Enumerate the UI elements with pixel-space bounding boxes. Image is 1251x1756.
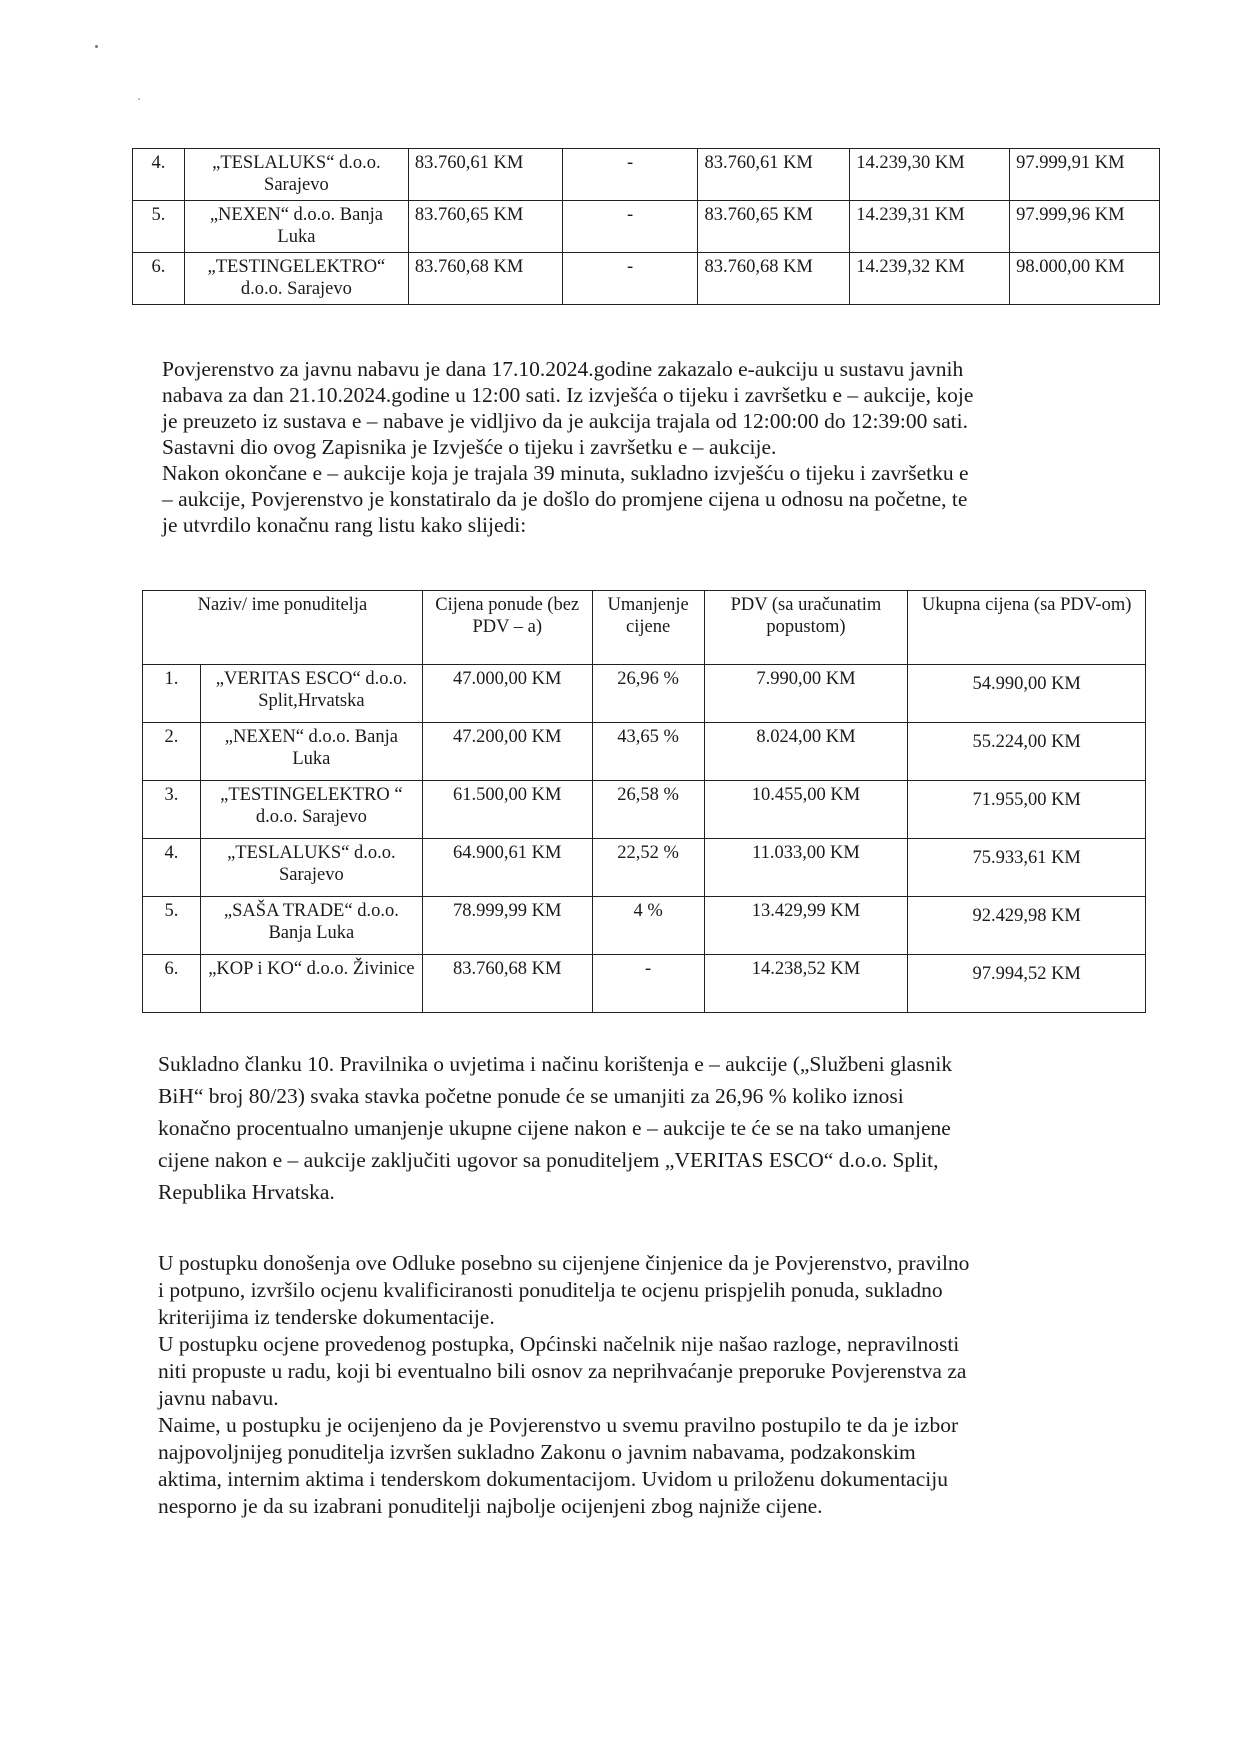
rank-number: 1. xyxy=(143,665,201,723)
table-row xyxy=(133,149,1160,201)
text-line: cijene nakon e – aukcije zaključiti ugovor sa ponuditeljem „VERITAS ESCO“ d.o.o. Split, xyxy=(158,1148,939,1172)
table-row xyxy=(133,201,1160,253)
text-line: kriterijima iz tenderske dokumentacije. xyxy=(158,1305,495,1329)
total-price: 97.999,96 KM xyxy=(1010,201,1160,253)
text-line: Naime, u postupku je ocijenjeno da je Povjerenstvo u svemu pravilno postupilo te da je izbor xyxy=(158,1413,959,1437)
text-line: Povjerenstvo za javnu nabavu je dana 17.10.2024.godine zakazalo e-aukciju u sustavu javnih xyxy=(162,357,964,381)
vat-amount: 14.239,30 KM xyxy=(850,149,1010,201)
bidder-name: „TESLALUKS“ d.o.o. Sarajevo xyxy=(184,149,408,201)
text-line: je preuzeto iz sustava e – nabave je vidljivo da je aukcija trajala od 12:00:00 do 12:39:00 sati. xyxy=(162,409,969,433)
scan-speck xyxy=(138,98,140,100)
bidder-name: „TESTINGELEKTRO “ d.o.o. Sarajevo xyxy=(200,781,422,839)
vat-amount: 14.238,52 KM xyxy=(704,955,908,1013)
vat-amount: 11.033,00 KM xyxy=(704,839,908,897)
text-line: Sastavni dio ovog Zapisnika je Izvješće o tijeku i završetku e – aukcije. xyxy=(162,435,777,459)
offer-price: 83.760,65 KM xyxy=(408,201,562,253)
text-line: i potpuno, izvršilo ocjenu kvalificiranosti ponuditelja te ocjenu prispjelih ponuda, sukladno xyxy=(158,1278,943,1302)
rank-number: 4. xyxy=(143,839,201,897)
text-line: je utvrdilo konačnu rang listu kako slijedi: xyxy=(162,513,527,537)
rank-number: 6. xyxy=(143,955,201,1013)
discount: 4 % xyxy=(592,897,704,955)
table-row xyxy=(143,839,1146,897)
offer-price: 64.900,61 KM xyxy=(422,839,592,897)
offer-price: 47.200,00 KM xyxy=(422,723,592,781)
total-price: 71.955,00 KM xyxy=(908,781,1146,839)
rank-number: 3. xyxy=(143,781,201,839)
text-line: aktima, internim aktima i tenderskom dokumentacijom. Uvidom u priloženu dokumentaciju xyxy=(158,1467,948,1491)
discount: - xyxy=(562,201,698,253)
offer-price: 47.000,00 KM xyxy=(422,665,592,723)
paragraph-decision xyxy=(158,1250,1128,1520)
discount: - xyxy=(592,955,704,1013)
total-price: 97.994,52 KM xyxy=(908,955,1146,1013)
text-line: U postupku ocjene provedenog postupka, Općinski načelnik nije našao razloge, nepravilnosti xyxy=(158,1332,960,1356)
text-line: Republika Hrvatska. xyxy=(158,1180,335,1204)
bidder-name: „TESLALUKS“ d.o.o. Sarajevo xyxy=(200,839,422,897)
vat-amount: 7.990,00 KM xyxy=(704,665,908,723)
offer-price: 83.760,68 KM xyxy=(408,253,562,305)
text-line: niti propuste u radu, koji bi eventualno bili osnov za neprihvaćanje preporuke Povjerenstva za xyxy=(158,1359,967,1383)
offer-price: 83.760,61 KM xyxy=(408,149,562,201)
text-line: najpovoljnijeg ponuditelja izvršen sukladno Zakonu o javnim nabavama, podzakonskim xyxy=(158,1440,916,1464)
bidder-name: „NEXEN“ d.o.o. Banja Luka xyxy=(184,201,408,253)
vat-amount: 8.024,00 KM xyxy=(704,723,908,781)
total-price: 97.999,91 KM xyxy=(1010,149,1160,201)
vat-amount: 10.455,00 KM xyxy=(704,781,908,839)
rank-number: 5. xyxy=(143,897,201,955)
vat-amount: 14.239,32 KM xyxy=(850,253,1010,305)
text-line: javnu nabavu. xyxy=(158,1386,279,1410)
rank-list-table xyxy=(142,590,1146,1013)
text-line: U postupku donošenja ove Odluke posebno su cijenjene činjenice da je Povjerenstvo, pravilno xyxy=(158,1251,970,1275)
rank-number: 2. xyxy=(143,723,201,781)
table-row xyxy=(143,955,1146,1013)
total-price: 92.429,98 KM xyxy=(908,897,1146,955)
scan-speck xyxy=(95,45,98,48)
bidder-name: „NEXEN“ d.o.o. Banja Luka xyxy=(200,723,422,781)
header-discount: Umanjenje cijene xyxy=(592,591,704,665)
row-number: 4. xyxy=(133,149,185,201)
total-price: 55.224,00 KM xyxy=(908,723,1146,781)
top-offers-table xyxy=(132,148,1160,305)
price-after-discount: 83.760,61 KM xyxy=(698,149,850,201)
vat-amount: 14.239,31 KM xyxy=(850,201,1010,253)
table-row xyxy=(143,665,1146,723)
offer-price: 61.500,00 KM xyxy=(422,781,592,839)
total-price: 75.933,61 KM xyxy=(908,839,1146,897)
vat-amount: 13.429,99 KM xyxy=(704,897,908,955)
text-line: BiH“ broj 80/23) svaka stavka početne ponude će se umanjiti za 26,96 % koliko iznosi xyxy=(158,1084,904,1108)
header-total: Ukupna cijena (sa PDV-om) xyxy=(908,591,1146,665)
paragraph-article10 xyxy=(158,1048,1128,1208)
discount: 43,65 % xyxy=(592,723,704,781)
total-price: 98.000,00 KM xyxy=(1010,253,1160,305)
table-row xyxy=(133,253,1160,305)
text-line: – aukcije, Povjerenstvo je konstatiralo da je došlo do promjene cijena u odnosu na početne, te xyxy=(162,487,968,511)
discount: - xyxy=(562,149,698,201)
table-row xyxy=(143,723,1146,781)
discount: - xyxy=(562,253,698,305)
table-row xyxy=(143,781,1146,839)
price-after-discount: 83.760,65 KM xyxy=(698,201,850,253)
table-row xyxy=(143,897,1146,955)
header-name: Naziv/ ime ponuditelja xyxy=(143,591,423,665)
text-line: Sukladno članku 10. Pravilnika o uvjetima i načinu korištenja e – aukcije („Službeni glasnik xyxy=(158,1052,953,1076)
discount: 26,96 % xyxy=(592,665,704,723)
text-line: nabava za dan 21.10.2024.godine u 12:00 sati. Iz izvješća o tijeku i završetku e – aukcije, koje xyxy=(162,383,974,407)
discount: 22,52 % xyxy=(592,839,704,897)
paragraph-auction xyxy=(162,356,1122,538)
bidder-name: „KOP i KO“ d.o.o. Živinice xyxy=(200,955,422,1013)
bidder-name: „TESTINGELEKTRO“ d.o.o. Sarajevo xyxy=(184,253,408,305)
price-after-discount: 83.760,68 KM xyxy=(698,253,850,305)
row-number: 5. xyxy=(133,201,185,253)
total-price: 54.990,00 KM xyxy=(908,665,1146,723)
text-line: nesporno je da su izabrani ponuditelji najbolje ocijenjeni zbog najniže cijene. xyxy=(158,1494,823,1518)
bidder-name: „SAŠA TRADE“ d.o.o. Banja Luka xyxy=(200,897,422,955)
bidder-name: „VERITAS ESCO“ d.o.o. Split,Hrvatska xyxy=(200,665,422,723)
header-price: Cijena ponude (bez PDV – a) xyxy=(422,591,592,665)
discount: 26,58 % xyxy=(592,781,704,839)
text-line: konačno procentualno umanjenje ukupne cijene nakon e – aukcije te će se na tako umanjene xyxy=(158,1116,951,1140)
offer-price: 83.760,68 KM xyxy=(422,955,592,1013)
header-vat: PDV (sa uračunatim popustom) xyxy=(704,591,908,665)
text-line: Nakon okončane e – aukcije koja je trajala 39 minuta, sukladno izvješću o tijeku i završetku e xyxy=(162,461,969,485)
offer-price: 78.999,99 KM xyxy=(422,897,592,955)
row-number: 6. xyxy=(133,253,185,305)
